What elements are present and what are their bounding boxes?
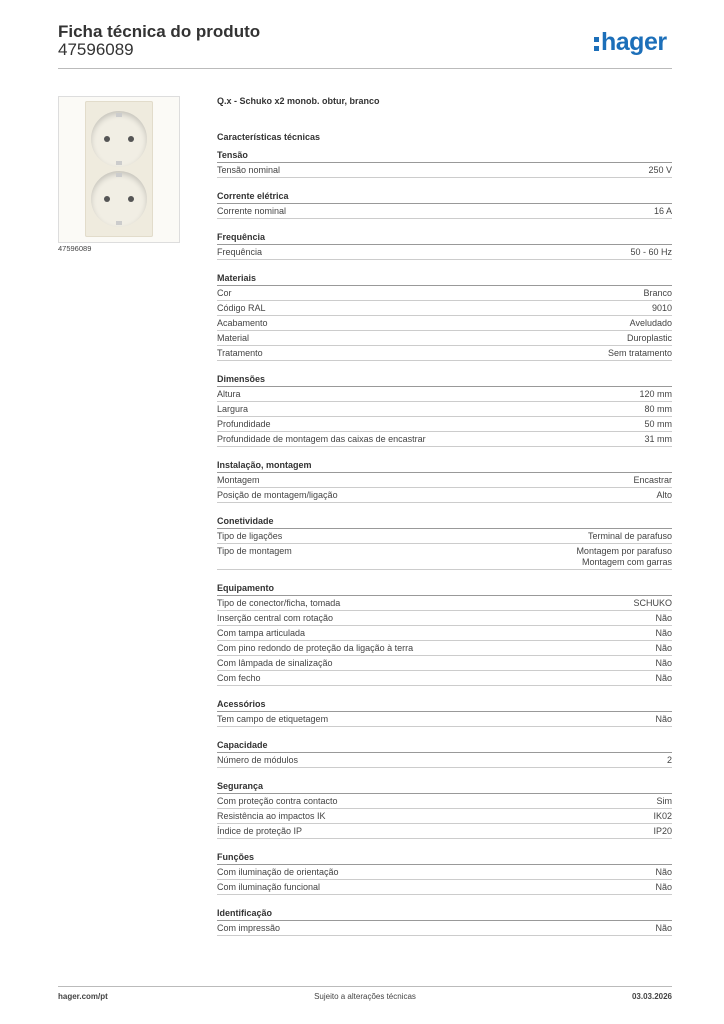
spec-row xyxy=(217,712,672,727)
spec-label: Com lâmpada de sinalização xyxy=(217,658,333,668)
spec-value xyxy=(652,303,672,314)
spec-group-title: Frequência xyxy=(217,232,672,245)
spec-value xyxy=(653,826,672,837)
spec-value xyxy=(655,867,672,878)
spec-value-line: 50 - 60 Hz xyxy=(630,247,672,257)
spec-label: Inserção central com rotação xyxy=(217,613,334,623)
spec-value xyxy=(655,882,672,893)
spec-label: Corrente nominal xyxy=(217,206,287,216)
spec-value xyxy=(655,628,672,639)
spec-label: Frequência xyxy=(217,247,263,257)
spec-label: Tratamento xyxy=(217,348,263,358)
socket-plate-icon xyxy=(85,101,153,237)
header-divider xyxy=(58,68,672,69)
spec-value-line: Não xyxy=(655,658,672,668)
spec-value-line: Montagem com garras xyxy=(581,557,672,567)
spec-group xyxy=(217,460,672,503)
spec-value xyxy=(639,389,672,400)
spec-value-line: Não xyxy=(655,628,672,638)
spec-value xyxy=(627,333,672,344)
spec-value xyxy=(653,811,672,822)
spec-groups xyxy=(217,150,672,936)
spec-group-title: Segurança xyxy=(217,781,672,794)
spec-value-line: Não xyxy=(655,613,672,623)
spec-value xyxy=(655,923,672,934)
spec-group xyxy=(217,852,672,895)
spec-row xyxy=(217,596,672,611)
spec-sheet xyxy=(217,96,672,936)
spec-label: Montagem xyxy=(217,475,260,485)
spec-label: Número de módulos xyxy=(217,755,299,765)
spec-row xyxy=(217,671,672,686)
spec-label: Com impressão xyxy=(217,923,281,933)
spec-value-line: Terminal de parafuso xyxy=(587,531,672,541)
image-reference: 47596089 xyxy=(58,244,92,253)
spec-row xyxy=(217,204,672,219)
spec-value xyxy=(633,475,672,486)
spec-label: Acabamento xyxy=(217,318,268,328)
spec-value xyxy=(588,531,672,542)
spec-row xyxy=(217,488,672,503)
spec-label: Tem campo de etiquetagem xyxy=(217,714,329,724)
spec-value-line: Branco xyxy=(643,288,672,298)
spec-group xyxy=(217,908,672,936)
spec-group xyxy=(217,191,672,219)
spec-label: Posição de montagem/ligação xyxy=(217,490,338,500)
spec-row xyxy=(217,346,672,361)
spec-value-line: Não xyxy=(655,867,672,877)
spec-row xyxy=(217,163,672,178)
spec-group xyxy=(217,150,672,178)
spec-group-title: Identificação xyxy=(217,908,672,921)
spec-label: Tensão nominal xyxy=(217,165,281,175)
spec-label: Tipo de conector/ficha, tomada xyxy=(217,598,341,608)
spec-row xyxy=(217,417,672,432)
spec-row xyxy=(217,387,672,402)
spec-value xyxy=(644,404,672,415)
spec-value-line: Duroplastic xyxy=(626,333,672,343)
spec-value-line: 50 mm xyxy=(644,419,672,429)
spec-label: Índice de proteção IP xyxy=(217,826,303,836)
spec-value xyxy=(655,673,672,684)
spec-value-line: Aveludado xyxy=(629,318,672,328)
spec-label: Profundidade de montagem das caixas de encastrar xyxy=(217,434,426,444)
spec-group xyxy=(217,699,672,727)
spec-value-line: 9010 xyxy=(651,303,672,313)
spec-value xyxy=(655,658,672,669)
spec-value-line: 16 A xyxy=(653,206,672,216)
spec-group-title: Dimensões xyxy=(217,374,672,387)
spec-label: Resistência ao impactos IK xyxy=(217,811,326,821)
spec-value xyxy=(656,490,672,501)
spec-value xyxy=(648,165,672,176)
spec-value-line: Não xyxy=(655,643,672,653)
spec-group xyxy=(217,516,672,570)
spec-value xyxy=(633,598,672,609)
spec-label: Com fecho xyxy=(217,673,261,683)
spec-value-line: Alto xyxy=(656,490,672,500)
spec-value xyxy=(655,714,672,725)
spec-label: Tipo de montagem xyxy=(217,546,292,556)
spec-group xyxy=(217,583,672,686)
spec-value xyxy=(657,796,673,807)
spec-value-line: 250 V xyxy=(648,165,672,175)
section-title: Características técnicas xyxy=(217,132,321,142)
spec-group xyxy=(217,740,672,768)
spec-value-line: Não xyxy=(655,882,672,892)
spec-label: Código RAL xyxy=(217,303,266,313)
hager-logo[interactable] xyxy=(594,28,667,57)
spec-value-line: Não xyxy=(655,714,672,724)
spec-row xyxy=(217,880,672,895)
footer-date: 03.03.2026 xyxy=(631,992,672,1001)
spec-value xyxy=(630,318,672,329)
spec-row xyxy=(217,809,672,824)
spec-value-line: Não xyxy=(655,923,672,933)
spec-value-line: 2 xyxy=(666,755,672,765)
spec-value xyxy=(667,755,672,766)
logo-text: hager xyxy=(601,28,667,56)
socket-bottom-icon xyxy=(91,171,147,227)
spec-row xyxy=(217,794,672,809)
spec-group-title: Corrente elétrica xyxy=(217,191,672,204)
socket-top-icon xyxy=(91,111,147,167)
spec-row xyxy=(217,301,672,316)
spec-row xyxy=(217,316,672,331)
spec-value xyxy=(644,419,672,430)
spec-row xyxy=(217,331,672,346)
spec-value xyxy=(630,247,672,258)
spec-label: Com iluminação de orientação xyxy=(217,867,339,877)
spec-row xyxy=(217,753,672,768)
spec-value-line: Sem tratamento xyxy=(607,348,672,358)
spec-label: Material xyxy=(217,333,250,343)
spec-value-line: IP20 xyxy=(653,826,672,836)
spec-group-title: Tensão xyxy=(217,150,672,163)
spec-label: Profundidade xyxy=(217,419,271,429)
spec-label: Com iluminação funcional xyxy=(217,882,321,892)
spec-label: Cor xyxy=(217,288,232,298)
spec-row xyxy=(217,529,672,544)
spec-value-line: Encastrar xyxy=(633,475,672,485)
spec-group xyxy=(217,273,672,361)
product-code: 47596089 xyxy=(58,40,134,59)
spec-value-line: 31 mm xyxy=(644,434,672,444)
spec-row xyxy=(217,865,672,880)
spec-row xyxy=(217,641,672,656)
spec-label: Com proteção contra contacto xyxy=(217,796,338,806)
spec-row xyxy=(217,544,672,570)
spec-label: Tipo de ligações xyxy=(217,531,283,541)
page-title: Ficha técnica do produto xyxy=(58,22,261,41)
footer-disclaimer: Sujeito a alterações técnicas xyxy=(314,992,416,1001)
spec-value xyxy=(643,288,672,299)
footer-website-link[interactable]: hager.com/pt xyxy=(58,992,108,1001)
spec-value-line: 80 mm xyxy=(644,404,672,414)
spec-value xyxy=(655,643,672,654)
spec-group xyxy=(217,232,672,260)
spec-group-title: Equipamento xyxy=(217,583,672,596)
spec-label: Altura xyxy=(217,389,241,399)
spec-label: Com tampa articulada xyxy=(217,628,306,638)
spec-row xyxy=(217,626,672,641)
spec-row xyxy=(217,432,672,447)
footer-divider xyxy=(58,986,672,987)
spec-group-title: Acessórios xyxy=(217,699,672,712)
spec-row xyxy=(217,656,672,671)
spec-label: Com pino redondo de proteção da ligação à terra xyxy=(217,643,414,653)
spec-value xyxy=(654,206,672,217)
spec-row xyxy=(217,824,672,839)
spec-group-title: Conetividade xyxy=(217,516,672,529)
spec-label: Largura xyxy=(217,404,249,414)
spec-value xyxy=(576,546,672,568)
spec-value xyxy=(608,348,672,359)
product-image xyxy=(58,96,180,243)
spec-value-line: 120 mm xyxy=(639,389,672,399)
spec-value-line: SCHUKO xyxy=(633,598,672,608)
spec-row xyxy=(217,286,672,301)
spec-row xyxy=(217,402,672,417)
spec-group-title: Funções xyxy=(217,852,672,865)
spec-value-line: Montagem por parafuso xyxy=(576,546,672,556)
spec-group xyxy=(217,374,672,447)
spec-row xyxy=(217,245,672,260)
spec-value xyxy=(655,613,672,624)
spec-row xyxy=(217,611,672,626)
spec-group-title: Instalação, montagem xyxy=(217,460,672,473)
product-name: Q.x - Schuko x2 monob. obtur, branco xyxy=(217,96,380,106)
spec-value-line: Não xyxy=(655,673,672,683)
logo-dots-icon xyxy=(594,34,599,52)
spec-group-title: Materiais xyxy=(217,273,672,286)
spec-group xyxy=(217,781,672,839)
spec-row xyxy=(217,921,672,936)
spec-value-line: Sim xyxy=(656,796,672,806)
spec-value xyxy=(644,434,672,445)
spec-row xyxy=(217,473,672,488)
spec-group-title: Capacidade xyxy=(217,740,672,753)
spec-value-line: IK02 xyxy=(653,811,672,821)
